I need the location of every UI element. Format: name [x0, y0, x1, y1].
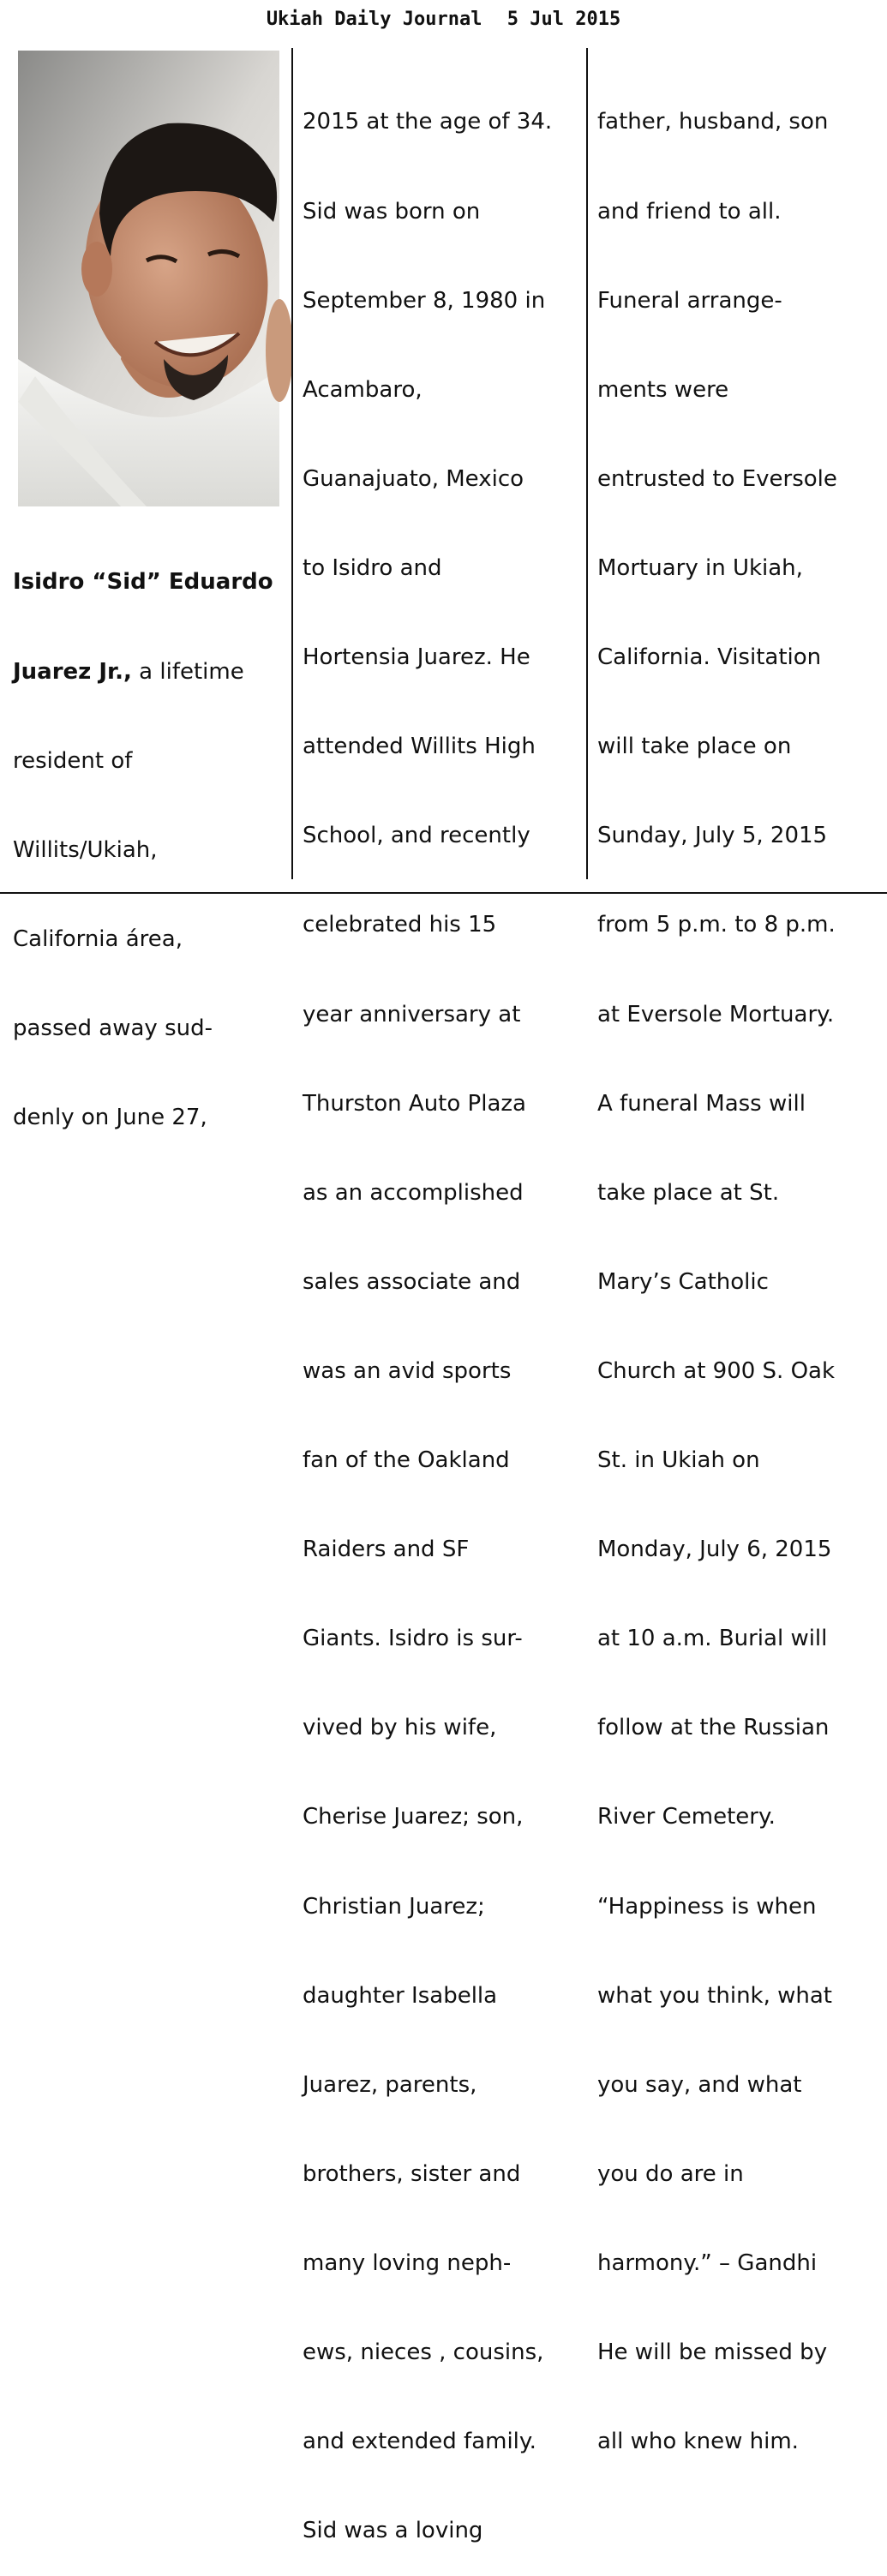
text-line: as an accomplished [303, 1179, 524, 1206]
obituary-column-2 [303, 48, 552, 2576]
intro-text-start: a lifetime [131, 658, 244, 685]
text-line: Cherise Juarez; son, [303, 1804, 524, 1830]
text-line: celebrated his 15 [303, 912, 497, 938]
text-line: St. in Ukiah on [597, 1447, 760, 1474]
text-line: resident of [13, 747, 133, 774]
column-divider-left [291, 48, 293, 879]
text-line: Hortensia Juarez. He [303, 644, 530, 671]
publication-name: Ukiah Daily Journal [266, 9, 482, 30]
text-line: Funeral arrange- [597, 287, 782, 314]
text-line: you say, and what [597, 2071, 802, 2098]
text-line: Monday, July 6, 2015 [597, 1537, 832, 1563]
text-line: Church at 900 S. Oak [597, 1357, 836, 1384]
deceased-name-line-1: Isidro “Sid” Eduardo [13, 569, 273, 596]
text-line: at 10 a.m. Burial will [597, 1626, 828, 1652]
text-line: Giants. Isidro is sur- [303, 1626, 523, 1652]
text-line: passed away sud- [13, 1015, 213, 1041]
text-line: Mortuary in Ukiah, [597, 554, 803, 581]
text-line: what you think, what [597, 1982, 833, 2009]
page-header [0, 9, 887, 30]
text-line: Mary’s Catholic [597, 1268, 769, 1295]
text-line: follow at the Russian [597, 1715, 830, 1741]
text-line: denly on June 27, [13, 1105, 207, 1131]
obituary-column-1 [13, 508, 273, 1162]
text-line: School, and recently [303, 823, 530, 849]
text-line: entrusted to Eversole [597, 465, 837, 492]
text-line: to Isidro and [303, 554, 442, 581]
text-line: Christian Juarez; [303, 1893, 485, 1920]
text-line: California área, [13, 926, 183, 952]
text-line: Acambaro, [303, 376, 423, 403]
text-line: at Eversole Mortuary. [597, 1001, 835, 1027]
text-line: He will be missed by [597, 2339, 828, 2366]
text-line: Raiders and SF [303, 1537, 470, 1563]
deceased-name-line-2 [13, 657, 273, 687]
text-line: Willits/Ukiah, [13, 836, 158, 863]
text-line: A funeral Mass will [597, 1090, 806, 1117]
text-line: “Happiness is when [597, 1893, 817, 1920]
text-line: 2015 at the age of 34. [303, 109, 553, 135]
text-line: ments were [597, 376, 729, 403]
text-line: River Cemetery. [597, 1804, 776, 1830]
text-line: will take place on [597, 734, 792, 760]
portrait-photo [18, 51, 279, 506]
text-line: Thurston Auto Plaza [303, 1090, 526, 1117]
text-line: California. Visitation [597, 644, 822, 671]
text-line: fan of the Oakland [303, 1447, 510, 1474]
text-line: Juarez, parents, [303, 2071, 477, 2098]
text-line: vived by his wife, [303, 1715, 497, 1741]
text-line: was an avid sports [303, 1357, 512, 1384]
text-line: father, husband, son [597, 109, 829, 135]
text-line: all who knew him. [597, 2429, 799, 2455]
text-line: harmony.” – Gandhi [597, 2250, 818, 2277]
deceased-name-suffix: Juarez Jr., [13, 658, 132, 685]
text-line: brothers, sister and [303, 2160, 521, 2187]
text-line: you do are in [597, 2160, 744, 2187]
text-line: and friend to all. [597, 198, 782, 225]
publication-date: 5 Jul 2015 [506, 9, 621, 30]
text-line: and extended family. [303, 2429, 536, 2455]
text-line: Sid was a loving [303, 2518, 483, 2544]
text-line: Sunday, July 5, 2015 [597, 823, 828, 849]
text-line: many loving neph- [303, 2250, 512, 2277]
text-line: sales associate and [303, 1268, 521, 1295]
text-line: ews, nieces , cousins, [303, 2339, 544, 2366]
text-line: Sid was born on [303, 198, 481, 225]
column-divider-right [586, 48, 588, 879]
text-line: take place at St. [597, 1179, 780, 1206]
text-line: Guanajuato, Mexico [303, 465, 524, 492]
obituary-column-3 [597, 48, 837, 2487]
text-line: year anniversary at [303, 1001, 521, 1027]
text-line: from 5 p.m. to 8 p.m. [597, 912, 836, 938]
text-line: daughter Isabella [303, 1982, 498, 2009]
text-line: attended Willits High [303, 734, 536, 760]
text-line: September 8, 1980 in [303, 287, 546, 314]
